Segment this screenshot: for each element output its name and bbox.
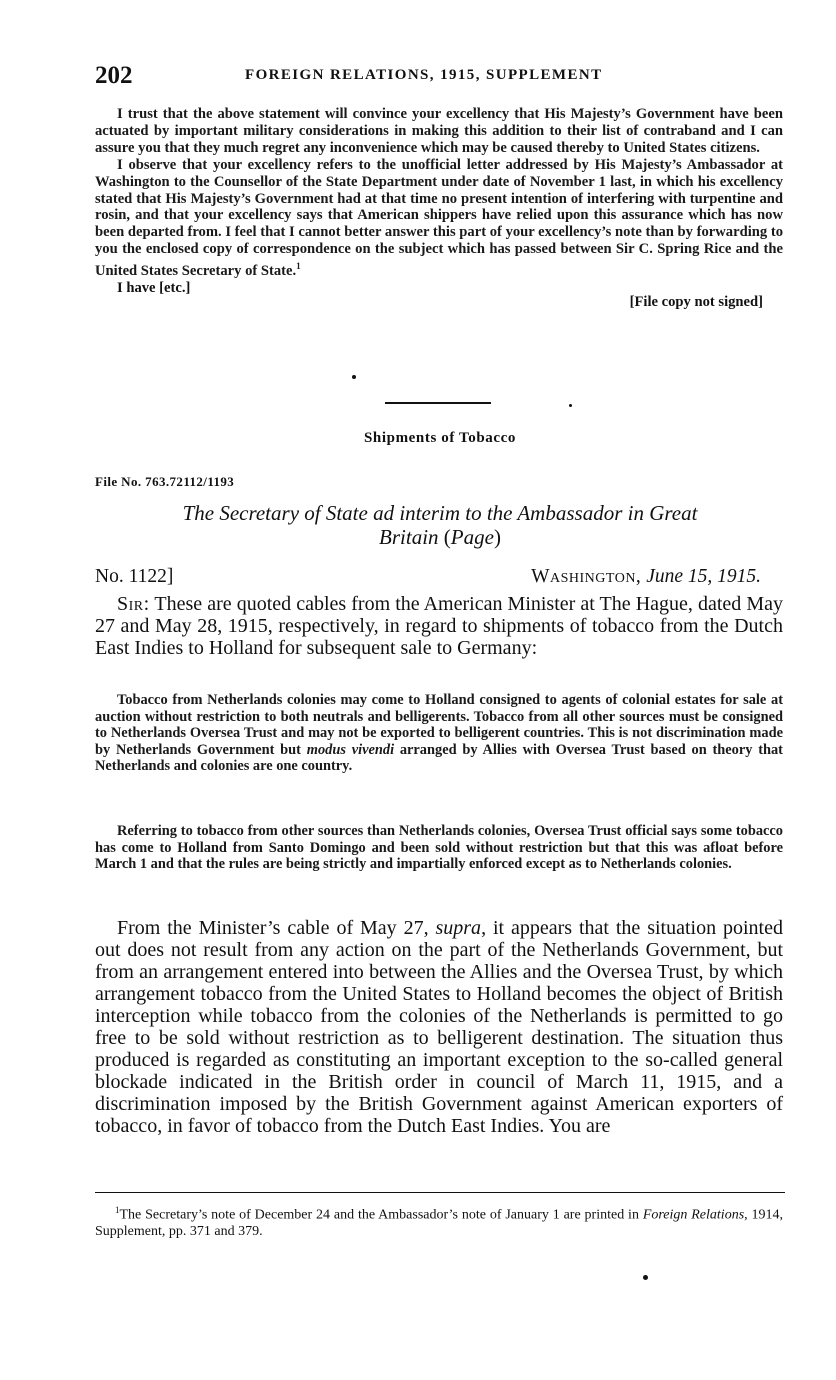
main-paragraph (95, 917, 783, 1137)
main-paragraph-italic: supra (435, 917, 482, 939)
body-intro (95, 593, 783, 659)
quote-1-b: arranged by Allies with Oversea Trust based on theory that Netherlands and colonies are one country. (95, 741, 783, 774)
quoted-cable-2 (95, 823, 783, 873)
dateline-place-date (531, 566, 761, 588)
running-head: FOREIGN RELATIONS, 1915, SUPPLEMENT (245, 67, 603, 83)
footnote-text-b: , 1914, Supplement, pp. 371 and 379. (95, 1207, 783, 1240)
letter-end (95, 106, 783, 310)
quote-2: Referring to tobacco from other sources than Netherlands colonies, Oversea Trust official says some tobacco has come to Holland from Santo Domingo and been sold without restriction but that this was afloat before March 1 and that the rules are being strictly and impartially enforced except as to Netherlands colonies. (95, 823, 783, 872)
letter-paragraph-1: I trust that the above statement will convince your excellency that His Majesty’s Government have been actuated by important military considerations in making this addition to their list of contraband and I can assure you that they much regret any inconvenience which may be caused thereby to United States citizens. (95, 106, 783, 156)
closing-text: I have [etc.] (117, 279, 191, 296)
intro-paragraph (95, 593, 783, 659)
signature-note: [File copy not signed] (629, 293, 763, 310)
footnote-text-italic: Foreign Relations (642, 1207, 745, 1223)
letter-paragraph-2-text: I observe that your excellency refers to the unofficial letter addressed by His Majesty’s Ambassador at Washington to the Counsellor of the State Department under date of November 1 last, in which his excellency stated that His Majesty’s Government had at that time no present intention of interfering with turpentine and rosin, and that your excellency says that American shippers have relied upon this assurance which has now been departed from. I feel that I cannot better answer this part of your excellency’s note than by forwarding to you the enclosed copy of correspondence on the subject which has passed between Sir C. Spring Rice and the United States Secretary of State. (95, 156, 783, 280)
page-header (95, 62, 785, 92)
title-paren-close: ) (493, 525, 501, 549)
main-paragraph-b: , it appears that the situation pointed out does not result from any action on the part of the Netherlands Government, but from an arrangement entered into between the Allies and the Oversea Trust, by which arrangement tobacco from the United States to Holland becomes the object of British interception while tobacco from the colonies of the Netherlands is permitted to go free to be sold without restriction as to belligerent destination. The situation thus produced is regarded as constituting an important exception to the so-called general blockade indicated in the British order in council of March 11, 1915, and a discrimination imposed by the British Government against American exporters of tobacco, in favor of tobacco from the Dutch East Indies. You are (95, 917, 783, 1137)
print-speck (352, 375, 356, 379)
letter-paragraph-2 (95, 157, 783, 280)
document-number: No. 1122] (95, 566, 174, 587)
footnote-mark: 1 (115, 1205, 120, 1215)
document-title (95, 501, 785, 549)
title-britain: Britain (379, 525, 439, 549)
quote-1-italic: modus vivendi (306, 741, 395, 758)
main-paragraph-a: From the Minister’s cable of May 27, (117, 917, 436, 939)
file-number: File No. 763.72112/1193 (95, 474, 235, 489)
footnote (95, 1202, 783, 1241)
dateline (95, 566, 783, 592)
page-number: 202 (95, 62, 133, 89)
footnote-rule (95, 1192, 785, 1193)
print-speck (643, 1275, 648, 1280)
title-paren-open: ( (443, 525, 451, 549)
print-speck (569, 404, 572, 407)
section-title: Shipments of Tobacco (363, 430, 517, 446)
title-page: Page (450, 525, 494, 549)
dateline-place: Washington, (531, 566, 642, 587)
document-title-line-2 (95, 525, 785, 549)
footnote-text-a: The Secretary’s note of December 24 and the Ambassador’s note of January 1 are printed in (119, 1207, 643, 1223)
quote-1 (95, 692, 783, 775)
footnote-indent (95, 1208, 115, 1223)
closing-row (95, 279, 783, 310)
section-divider (385, 402, 491, 404)
dateline-date: June 15, 1915. (646, 566, 761, 587)
document-title-line-1: The Secretary of State ad interim to the Ambassador in Great (182, 501, 698, 525)
body-paragraph (95, 917, 783, 1137)
intro-text: These are quoted cables from the American Minister at The Hague, dated May 27 and May 28, 1915, respectively, in regard to shipments of tobacco from the Dutch East Indies to Holland for subsequent sale to Germany: (95, 593, 784, 659)
quote-1-a: Tobacco from Netherlands colonies may come to Holland consigned to agents of colonial estates for sale at auction without restriction to both neutrals and belligerents. Tobacco from all other sources must be consigned to Netherlands Oversea Trust and may not be exported to belligerent countries. This is not discrimination made by Netherlands Government but (95, 692, 783, 758)
quoted-cable-1 (95, 692, 783, 775)
footnote-ref: 1 (296, 261, 301, 272)
salutation: Sir: (117, 593, 150, 615)
